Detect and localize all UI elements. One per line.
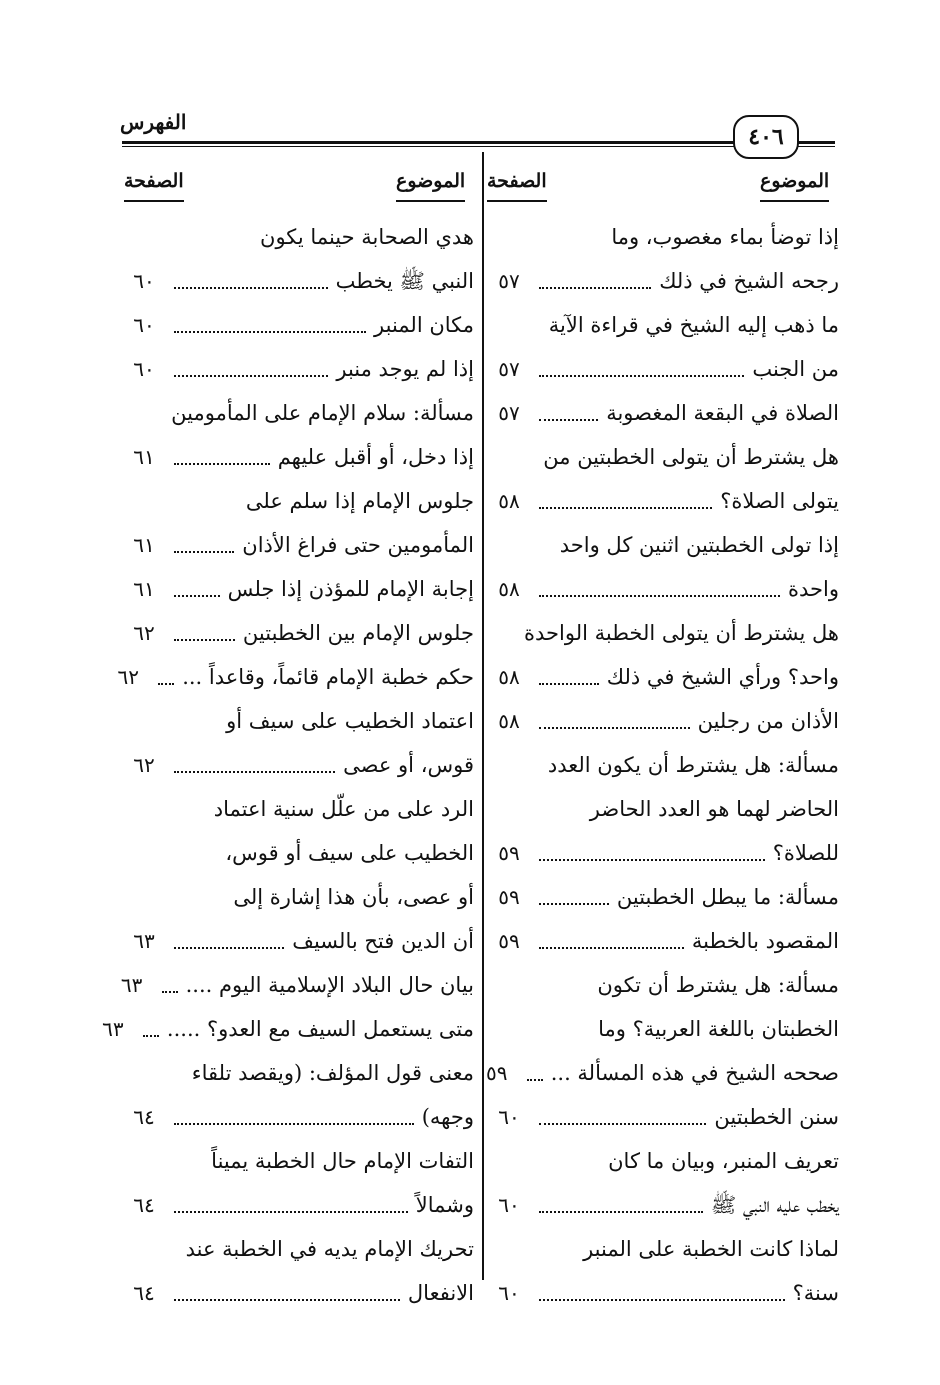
entry-title-line: من الجنب — [752, 357, 839, 381]
index-entry[interactable] — [487, 215, 839, 303]
index-entry[interactable] — [487, 699, 839, 743]
entry-title-line: اعتماد الخطيب على سيف أو — [226, 709, 474, 733]
entry-title-line: الحاضر لهما هو العدد الحاضر — [589, 797, 839, 821]
entry-title-line: مسألة: ما يبطل الخطبتين — [616, 885, 839, 909]
entry-title-line: صححه الشيخ في هذه المسألة ... — [550, 1061, 839, 1085]
dot-leader — [174, 1123, 414, 1125]
entry-title-line: هل يشترط أن يتولى الخطبة الواحدة — [524, 621, 839, 645]
entry-title-line: إجابة الإمام للمؤذن إذا جلس — [227, 577, 474, 601]
entry-page-number[interactable]: ٦٠ — [498, 1281, 520, 1305]
index-entry[interactable] — [122, 391, 474, 479]
index-entry[interactable] — [487, 523, 839, 611]
entry-title-line: ما ذهب إليه الشيخ في قراءة الآية — [548, 313, 839, 337]
entry-title-line: تعريف المنبر، وبيان ما كان — [608, 1149, 839, 1173]
entry-title-line: المقصود بالخطبة — [691, 929, 839, 953]
dot-leader — [174, 1211, 408, 1213]
entry-page-number[interactable]: ٦٢ — [133, 753, 155, 777]
column-divider — [482, 152, 484, 1280]
entry-title-line: متى يستعمل السيف مع العدو؟ ..... — [166, 1017, 474, 1041]
entry-title-line: قوس، أو عصى — [343, 753, 474, 777]
index-entry[interactable] — [487, 435, 839, 523]
dot-leader — [174, 639, 235, 641]
entry-title-line: حكم خطبة الإمام قائماً، وقاعداً ... — [182, 665, 474, 689]
entry-page-number[interactable]: ٥٨ — [498, 577, 520, 601]
entry-page-number[interactable]: ٥٩ — [485, 1061, 508, 1085]
entry-title-line: أو عصى، بأن هذا إشارة إلى — [233, 885, 474, 909]
dot-leader — [174, 375, 328, 377]
entry-page-number[interactable]: ٦٠ — [133, 269, 155, 293]
index-entry[interactable] — [122, 1139, 474, 1227]
entry-title-line: المأمومين حتى فراغ الأذان — [242, 533, 474, 557]
right-index-column — [487, 215, 839, 1315]
running-head-title: الفهرس — [120, 110, 187, 134]
page-number-badge: ٤٠٦ — [733, 115, 799, 159]
entry-title-line: يخطب عليه النبي ﷺ — [710, 1193, 839, 1217]
dot-leader — [174, 595, 220, 597]
entry-title-line: مكان المنبر — [374, 313, 474, 337]
dot-leader — [539, 1123, 706, 1125]
entry-page-number[interactable]: ٦٣ — [120, 973, 143, 997]
index-entry[interactable] — [487, 1227, 839, 1315]
entry-page-number[interactable]: ٥٧ — [498, 401, 520, 425]
dot-leader — [539, 683, 599, 685]
entry-title-line: هدي الصحابة حينما يكون — [260, 225, 474, 249]
index-entry[interactable] — [487, 1095, 839, 1139]
right-page-header: الصفحة — [487, 168, 547, 202]
header-rule — [122, 141, 835, 147]
entry-page-number[interactable]: ٦٤ — [133, 1105, 155, 1129]
entry-title-line: بيان حال البلاد الإسلامية اليوم .... — [185, 973, 474, 997]
dot-leader — [539, 947, 684, 949]
entry-title-line: التفات الإمام حال الخطبة يميناً — [211, 1149, 474, 1173]
index-entry[interactable] — [487, 1139, 839, 1227]
dot-leader — [174, 771, 335, 773]
index-entry[interactable] — [102, 1007, 474, 1051]
dot-leader — [527, 1079, 543, 1081]
entry-page-number[interactable]: ٦٢ — [133, 621, 155, 645]
entry-page-number[interactable]: ٥٨ — [498, 489, 520, 513]
entry-title-line: سنة؟ — [792, 1281, 839, 1305]
entry-title-line: رجحه الشيخ في ذلك — [659, 269, 839, 293]
dot-leader — [174, 551, 234, 553]
entry-page-number[interactable]: ٥٩ — [498, 885, 520, 909]
entry-title-line: إذا توضأ بماء مغصوب، وما — [611, 225, 839, 249]
entry-title-line: الخطيب على سيف أو قوس، — [225, 841, 474, 865]
entry-page-number[interactable]: ٥٧ — [498, 357, 520, 381]
index-entry[interactable] — [487, 391, 839, 435]
right-topic-header: الموضوع — [760, 168, 829, 202]
index-entry[interactable] — [122, 787, 474, 963]
entry-title-line: إذا دخل، أو أقبل عليهم — [277, 445, 474, 469]
entry-title-line: مسألة: سلام الإمام على المأمومين — [171, 401, 474, 425]
dot-leader — [539, 1211, 703, 1213]
index-entry[interactable] — [122, 1227, 474, 1315]
dot-leader — [539, 595, 780, 597]
index-entry[interactable] — [487, 963, 839, 1095]
dot-leader — [539, 507, 712, 509]
entry-title-line: مسألة: هل يشترط أن تكون — [597, 973, 839, 997]
entry-page-number[interactable]: ٦٣ — [133, 929, 155, 953]
entry-title-line: لماذا كانت الخطبة على المنبر — [583, 1237, 839, 1261]
entry-page-number[interactable]: ٥٨ — [498, 665, 520, 689]
dot-leader — [539, 727, 690, 729]
index-entry[interactable] — [487, 303, 839, 391]
entry-title-line: أن الدين فتح بالسيف — [292, 929, 474, 953]
entry-title-line: للصلاة؟ — [772, 841, 839, 865]
dot-leader — [174, 463, 270, 465]
entry-title-line: إذا لم يوجد منبر — [336, 357, 474, 381]
entry-title-line: هل يشترط أن يتولى الخطبتين من — [543, 445, 839, 469]
index-entry[interactable] — [122, 303, 474, 347]
entry-title-line: النبي ﷺ يخطب — [335, 269, 474, 293]
dot-leader — [539, 1299, 785, 1301]
index-entry[interactable] — [122, 347, 474, 391]
index-entry[interactable] — [122, 479, 474, 567]
index-entry[interactable] — [122, 611, 474, 655]
dot-leader — [539, 419, 598, 421]
left-page-header: الصفحة — [124, 168, 184, 202]
entry-title-line: مسألة: هل يشترط أن يكون العدد — [547, 753, 839, 777]
dot-leader — [539, 903, 609, 905]
index-entry[interactable] — [117, 655, 474, 699]
entry-page-number[interactable]: ٦٤ — [133, 1193, 155, 1217]
index-entry[interactable] — [122, 215, 474, 303]
entry-page-number[interactable]: ٦١ — [133, 533, 155, 557]
index-entry[interactable] — [487, 919, 839, 963]
entry-page-number[interactable]: ٦١ — [133, 577, 155, 601]
dot-leader — [174, 1299, 400, 1301]
dot-leader — [162, 991, 178, 993]
dot-leader — [158, 683, 174, 685]
entry-title-line: جلوس الإمام إذا سلم على — [245, 489, 474, 513]
index-entry[interactable] — [122, 1051, 474, 1139]
dot-leader — [539, 287, 651, 289]
dot-leader — [174, 287, 328, 289]
entry-title-line: سنن الخطبتين — [714, 1105, 839, 1129]
index-entry[interactable] — [122, 699, 474, 787]
entry-title-line: الخطبتان باللغة العربية؟ وما — [598, 1017, 839, 1041]
entry-page-number[interactable]: ٦٠ — [498, 1105, 520, 1129]
left-index-column — [102, 215, 474, 1315]
entry-page-number[interactable]: ٥٨ — [498, 709, 520, 733]
entry-title-line: الرد على من علّل سنية اعتماد — [213, 797, 474, 821]
entry-title-line: معنى قول المؤلف: (ويقصد تلقاء — [191, 1061, 474, 1085]
entry-title-line: جلوس الإمام بين الخطبتين — [242, 621, 474, 645]
entry-page-number[interactable]: ٥٩ — [498, 929, 520, 953]
index-entry[interactable] — [487, 875, 839, 919]
entry-title-line: واحدة — [788, 577, 839, 601]
entry-title-line: الأذان من رجلين — [697, 709, 839, 733]
entry-title-line: يتولى الصلاة؟ — [720, 489, 839, 513]
entry-page-number[interactable]: ٥٧ — [498, 269, 520, 293]
dot-leader — [143, 1035, 159, 1037]
dot-leader — [174, 947, 284, 949]
entry-title-line: واحد؟ ورأي الشيخ في ذلك — [606, 665, 839, 689]
entry-page-number[interactable]: ٦١ — [133, 445, 155, 469]
entry-page-number[interactable]: ٦٣ — [102, 1017, 124, 1041]
entry-page-number[interactable]: ٦٠ — [133, 357, 155, 381]
index-entry[interactable] — [487, 611, 839, 699]
entry-page-number[interactable]: ٦٠ — [133, 313, 155, 337]
entry-page-number[interactable]: ٦٤ — [133, 1281, 155, 1305]
entry-title-line: وشمالاً — [415, 1193, 474, 1217]
dot-leader — [174, 331, 366, 333]
entry-title-line: الصلاة في البقعة المغصوبة — [606, 401, 839, 425]
index-entry[interactable] — [122, 963, 474, 1007]
dot-leader — [539, 859, 765, 861]
entry-title-line: الانفعال — [407, 1281, 474, 1305]
dot-leader — [539, 375, 744, 377]
entry-page-number[interactable]: ٦٠ — [498, 1193, 520, 1217]
entry-title-line: تحريك الإمام يديه في الخطبة عند — [185, 1237, 474, 1261]
entry-title-line: وجهه) — [421, 1105, 474, 1129]
entry-page-number[interactable]: ٥٩ — [498, 841, 520, 865]
left-topic-header: الموضوع — [396, 168, 465, 202]
entry-title-line: إذا تولى الخطبتين اثنين كل واحد — [559, 533, 839, 557]
index-entry[interactable] — [122, 567, 474, 611]
entry-page-number[interactable]: ٦٢ — [117, 665, 139, 689]
index-entry[interactable] — [487, 743, 839, 875]
